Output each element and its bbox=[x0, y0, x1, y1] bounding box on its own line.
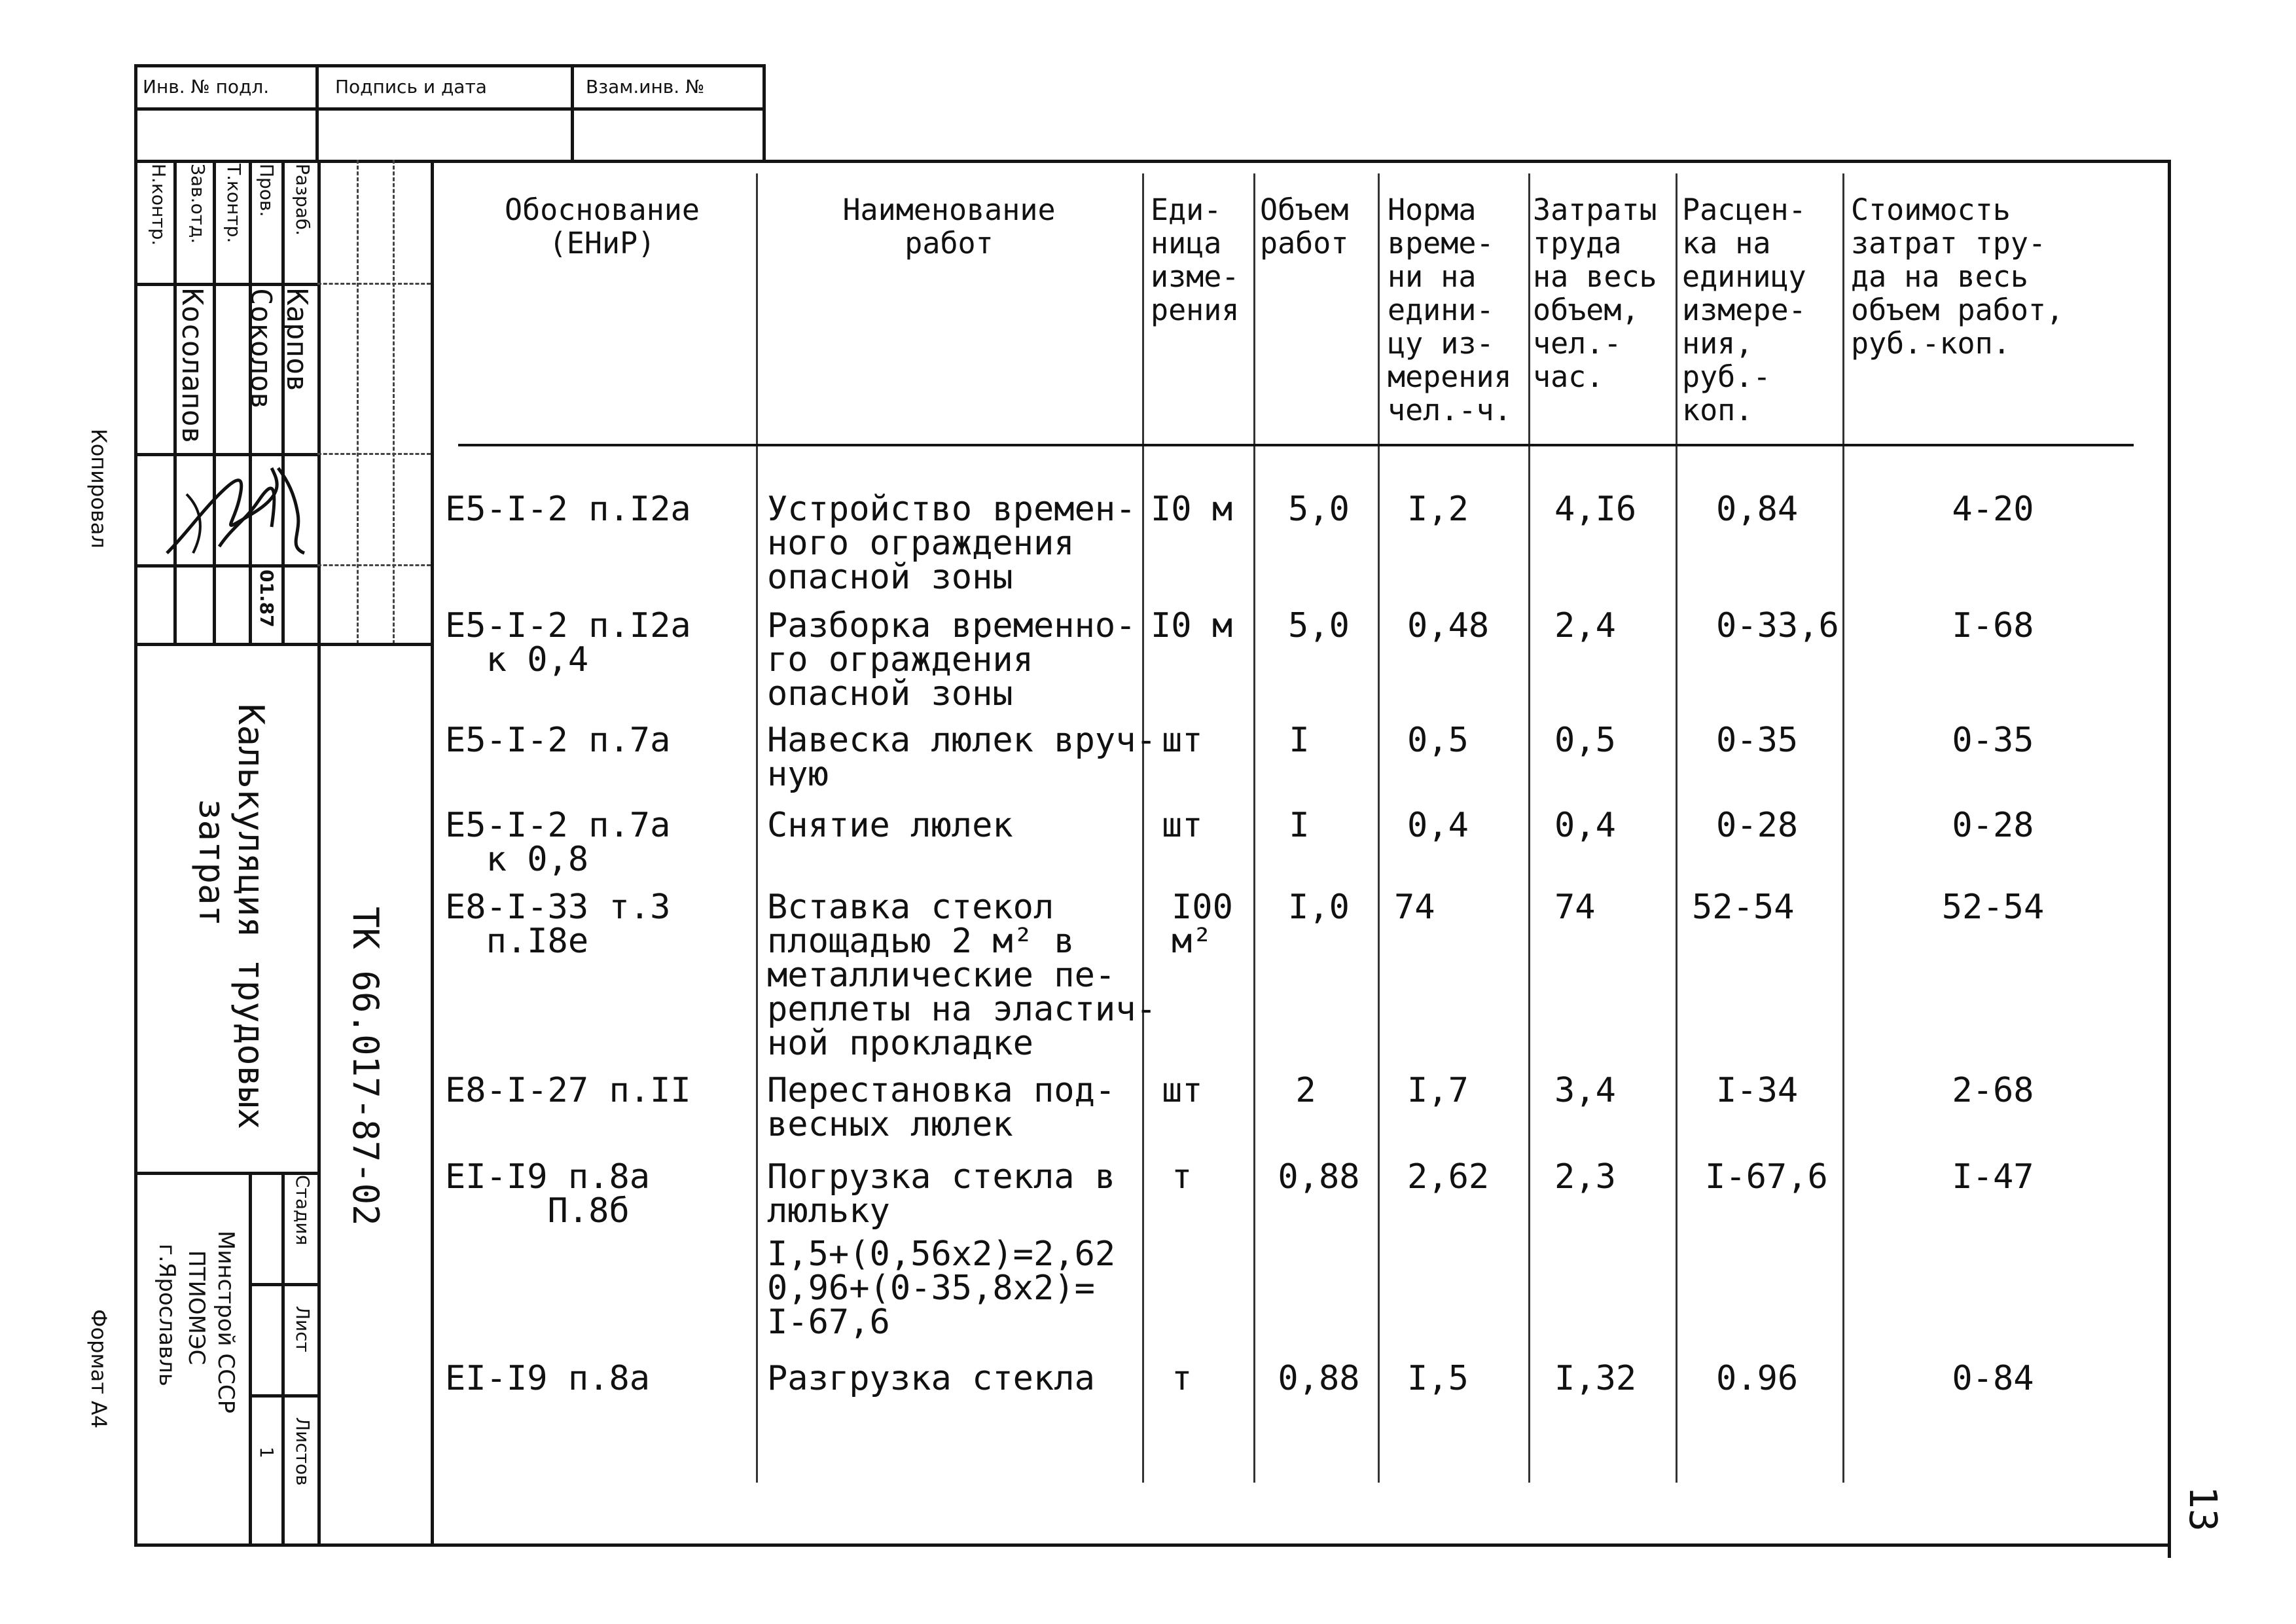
cell-basis: ЕI-I9 п.8а П.8б bbox=[445, 1157, 651, 1231]
cell-basis: Е8-I-33 т.3 п.I8е bbox=[445, 888, 671, 961]
org-line3: г.Ярославль bbox=[154, 1244, 180, 1386]
cell-unit: шт bbox=[1162, 721, 1203, 760]
cell-rate: 0-35 bbox=[1716, 721, 1799, 760]
role-tech-control: Т.контр. bbox=[223, 164, 245, 244]
sheets-value: 1 bbox=[256, 1447, 278, 1458]
cell-name: Устройство времен- ного ограждения опасной зоны bbox=[767, 490, 1136, 597]
cell-volume: 5,0 bbox=[1288, 606, 1350, 645]
cell-rate: 0,84 bbox=[1716, 490, 1799, 529]
cell-labor: 2,4 bbox=[1554, 606, 1616, 645]
header-cost: Стоимость затрат тру- да на весь объем работ, руб.-коп. bbox=[1851, 192, 2064, 361]
page-number: 13 bbox=[2181, 1486, 2225, 1532]
cell-rate: 52-54 bbox=[1692, 888, 1795, 927]
doc-code: ТК 66.017-87-02 bbox=[345, 907, 386, 1226]
cell-name: Навеска люлек вруч- ную bbox=[767, 721, 1157, 794]
role-head: Зав.отд. bbox=[187, 164, 209, 244]
cell-basis: ЕI-I9 п.8а bbox=[445, 1359, 651, 1398]
cell-norm: I,2 bbox=[1407, 490, 1469, 529]
cell-volume: I bbox=[1289, 806, 1310, 845]
cell-rate: 0-28 bbox=[1716, 806, 1799, 845]
cell-name: Разборка временно- го ограждения опасной зоны bbox=[767, 606, 1136, 713]
cell-unit: I0 м bbox=[1151, 606, 1233, 645]
cell-basis: Е5-I-2 п.I2а к 0,4 bbox=[445, 606, 691, 679]
cell-name: Вставка стекол площадью 2 м² в металлические пе- реплеты на эластич- ной прокладке bbox=[767, 888, 1157, 1063]
cell-labor: I,32 bbox=[1554, 1359, 1637, 1398]
cell-cost: 0-84 bbox=[1952, 1359, 2034, 1398]
cell-rate: I-67,6 bbox=[1705, 1157, 1828, 1197]
cell-unit: I0 м bbox=[1151, 490, 1233, 529]
org-line1: Минстрой СССР bbox=[213, 1231, 239, 1414]
cell-unit: I00 м² bbox=[1172, 888, 1233, 961]
cell-basis: Е5-I-2 п.I2а bbox=[445, 490, 691, 529]
cell-cost: I-47 bbox=[1952, 1157, 2034, 1197]
cell-norm: 2,62 bbox=[1407, 1157, 1490, 1197]
cell-name: Перестановка под- весных люлек bbox=[767, 1071, 1116, 1144]
cell-calculation-note: I,5+(0,56х2)=2,62 0,96+(0-35,8х2)= I-67,6 bbox=[767, 1235, 1116, 1342]
cell-norm: 0,48 bbox=[1407, 606, 1490, 645]
stamp-inv-label: Инв. № подл. bbox=[143, 76, 270, 98]
cell-volume: I bbox=[1289, 721, 1310, 760]
cell-labor: 4,I6 bbox=[1554, 490, 1637, 529]
cell-volume: 0,88 bbox=[1278, 1157, 1360, 1197]
cell-volume: 2 bbox=[1295, 1071, 1316, 1110]
cell-rate: 0.96 bbox=[1716, 1359, 1799, 1398]
doc-title-line2: затрат bbox=[191, 799, 232, 927]
cell-labor: 0,5 bbox=[1554, 721, 1616, 760]
cell-unit: т bbox=[1172, 1157, 1193, 1197]
cell-norm: I,5 bbox=[1407, 1359, 1469, 1398]
cell-unit: шт bbox=[1162, 806, 1203, 845]
role-norm-control: Н.контр. bbox=[148, 164, 170, 246]
cell-norm: 0,4 bbox=[1407, 806, 1469, 845]
cell-name: Погрузка стекла в люльку bbox=[767, 1157, 1116, 1231]
copied-label: Копировал bbox=[86, 429, 111, 549]
header-volume: Объем работ bbox=[1260, 192, 1349, 261]
cell-volume: 5,0 bbox=[1288, 490, 1350, 529]
cell-name: Снятие люлек bbox=[767, 806, 1013, 845]
sheet-label: Лист bbox=[292, 1306, 314, 1352]
cell-cost: I-68 bbox=[1952, 606, 2034, 645]
header-rate: Расцен- ка на единицу измере- ния, руб.- коп. bbox=[1682, 192, 1806, 427]
header-name: Наименование работ bbox=[842, 192, 1056, 261]
name-checker: Соколов bbox=[244, 288, 278, 410]
cell-unit: т bbox=[1172, 1359, 1193, 1398]
header-basis: Обоснование (ЕНиР) bbox=[504, 192, 700, 261]
cell-cost: 0-35 bbox=[1952, 721, 2034, 760]
doc-title-line1: Калькуляция трудовых bbox=[230, 704, 272, 1130]
cell-labor: 3,4 bbox=[1554, 1071, 1616, 1110]
stamp-replace-label: Взам.инв. № bbox=[586, 76, 705, 98]
cell-norm: 0,5 bbox=[1407, 721, 1469, 760]
header-norm: Норма време- ни на едини- цу из- мерения чел.-ч. bbox=[1388, 192, 1512, 427]
sheets-label: Листов bbox=[292, 1417, 314, 1486]
header-unit: Еди- ница изме- рения bbox=[1151, 192, 1240, 327]
cell-cost: 4-20 bbox=[1952, 490, 2034, 529]
cell-unit: шт bbox=[1162, 1071, 1203, 1110]
name-head: Косолапов bbox=[175, 288, 209, 444]
signatures-image bbox=[147, 455, 317, 563]
org-line2: ПТИОМЭС bbox=[183, 1250, 209, 1365]
name-developer: Карпов bbox=[280, 288, 314, 392]
cell-rate: I-34 bbox=[1716, 1071, 1799, 1110]
cell-basis: Е5-I-2 п.7а к 0,8 bbox=[445, 806, 671, 879]
cell-labor: 74 bbox=[1554, 888, 1596, 927]
cell-basis: Е8-I-27 п.II bbox=[445, 1071, 691, 1110]
stage-label: Стадия bbox=[292, 1175, 314, 1246]
cell-norm: 74 bbox=[1394, 888, 1435, 927]
role-developer: Разраб. bbox=[292, 164, 314, 236]
cell-basis: Е5-I-2 п.7а bbox=[445, 721, 671, 760]
cell-rate: 0-33,6 bbox=[1716, 606, 1839, 645]
cell-volume: 0,88 bbox=[1278, 1359, 1360, 1398]
cell-cost: 2-68 bbox=[1952, 1071, 2034, 1110]
cell-norm: I,7 bbox=[1407, 1071, 1469, 1110]
stamp-sign-date-label: Подпись и дата bbox=[335, 76, 487, 98]
cell-volume: I,0 bbox=[1288, 888, 1350, 927]
sign-date: 01.87 bbox=[256, 569, 278, 628]
cell-labor: 0,4 bbox=[1554, 806, 1616, 845]
format-label: Формат А4 bbox=[86, 1309, 111, 1429]
cell-cost: 52-54 bbox=[1941, 888, 2045, 927]
cell-name: Разгрузка стекла bbox=[767, 1359, 1095, 1398]
cell-cost: 0-28 bbox=[1952, 806, 2034, 845]
header-labor: Затраты труда на весь объем, чел.- час. bbox=[1533, 192, 1657, 394]
cell-labor: 2,3 bbox=[1554, 1157, 1616, 1197]
role-checker: Пров. bbox=[256, 164, 278, 217]
